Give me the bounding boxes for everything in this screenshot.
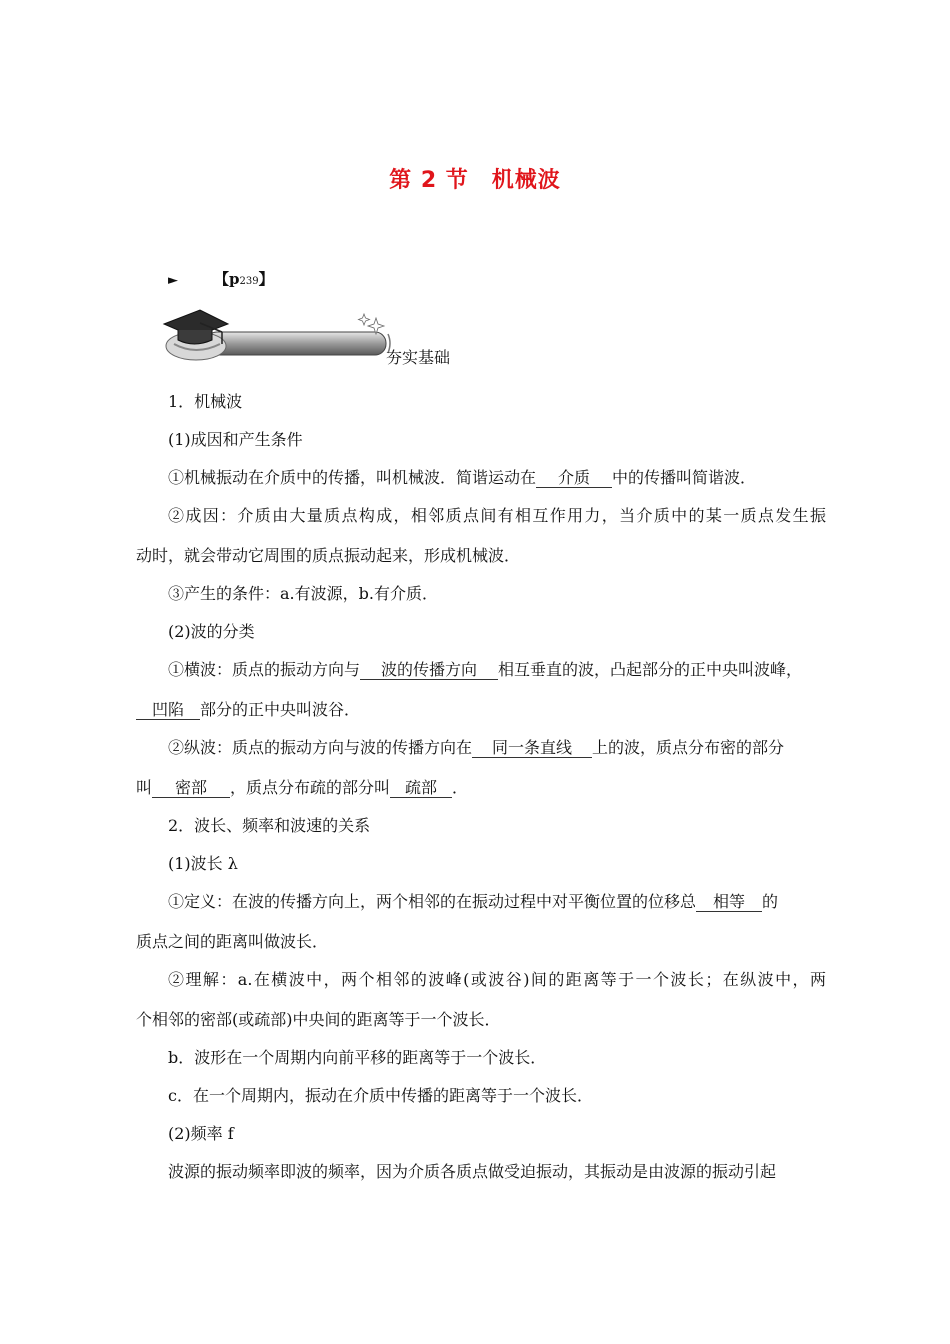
paragraph-line: 动时，就会带动它周围的质点振动起来，形成机械波． [136,546,521,565]
paragraph-line: ③产生的条件：a.有波源，b.有介质． [168,584,438,603]
subheading-1-1: (1)成因和产生条件 [168,430,303,449]
paragraph-line: 质点之间的距离叫做波长． [136,932,329,951]
arrow-icon: ► [168,273,178,288]
fill-blank-answer: 波的传播方向 [360,661,498,680]
paragraph-line: b．波形在一个周期内向前平移的距离等于一个波长． [168,1048,547,1067]
page-reference: 【p239】 [214,270,274,288]
paragraph-line: 叫 密部 ，质点分布疏的部分叫 疏部 ． [136,778,469,797]
paragraph-line: ①机械振动在介质中的传播，叫机械波．简谐运动在 介质 中的传播叫简谐波． [168,468,757,487]
fill-blank-answer: 凹陷 [136,701,200,720]
fill-blank-answer: 相等 [696,893,762,912]
paragraph-line: ②纵波：质点的振动方向与波的传播方向在 同一条直线 上的波，质点分布密的部分 [168,738,785,757]
fill-blank-answer: 密部 [152,779,230,798]
banner-label: 夯实基础 [386,348,451,367]
section-marker [168,268,274,289]
paragraph-line: 个相邻的密部(或疏部)中央间的距离等于一个波长． [136,1010,501,1029]
fill-blank-answer: 疏部 [390,779,452,798]
paragraph-line: ①横波：质点的振动方向与 波的传播方向 相互垂直的波，凸起部分的正中央叫波峰， [168,660,803,679]
paragraph-line: ②理解：a.在横波中，两个相邻的波峰(或波谷)间的距离等于一个波长；在纵波中，两 [168,970,826,989]
subheading-1-2: (2)波的分类 [168,622,255,641]
fill-blank-answer: 介质 [536,469,612,488]
heading-2: 2．波长、频率和波速的关系 [168,816,371,835]
paragraph-line: 凹陷 部分的正中央叫波谷． [136,700,826,720]
subheading-2-1: (1)波长 λ [168,854,238,873]
paragraph-line: 波源的振动频率即波的频率，因为介质各质点做受迫振动，其振动是由波源的振动引起 [168,1162,777,1181]
paragraph-line: c．在一个周期内，振动在介质中传播的距离等于一个波长． [168,1086,593,1105]
paragraph-line: ②成因：介质由大量质点构成，相邻质点间有相互作用力，当介质中的某一质点发生振 [168,506,826,525]
fill-blank-answer: 同一条直线 [472,739,592,758]
heading-1: 1．机械波 [168,392,243,411]
subheading-2-2: (2)频率 f [168,1124,234,1143]
paragraph-line: ①定义：在波的传播方向上，两个相邻的在振动过程中对平衡位置的位移总 相等 的 [168,892,779,911]
page-title: 第 2 节 机械波 [389,168,561,193]
